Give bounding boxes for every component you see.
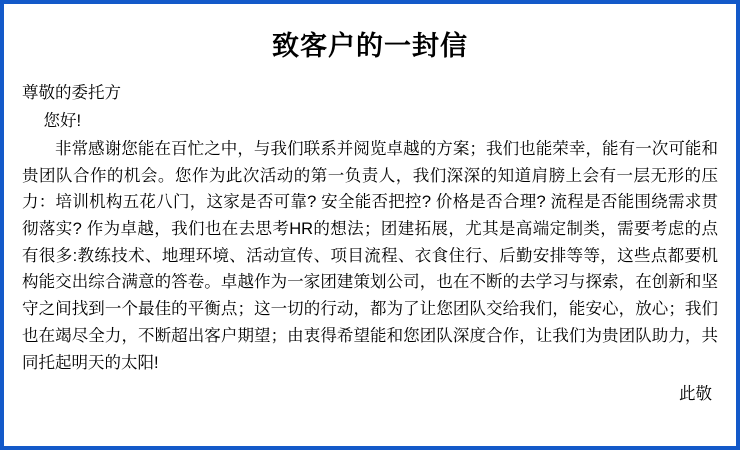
salutation-line: 尊敬的委托方 (22, 84, 121, 103)
letter-body (22, 80, 718, 376)
body-paragraph: 非常感谢您能在百忙之中，与我们联系并阅览卓越的方案；我们也能荣幸，能有一次可能和贵团队合作的机会。您作为此次活动的第一负责人，我们深深的知道肩膀上会有一层无形的压力：培训机构五花八门，这家是否可靠? 安全能否把控? 价格是否合理? 流程是否能围绕需求贯彻落实? 作为卓越，我们也在去思考HR的想法；团建拓展，尤其是高端定制类，需要考虑的点有很多:教练技术、地理环境、活动宣传、项目流程、衣食住行、后勤安排等等，这些点都要机构能交出综合满意的答卷。卓越作为一家团建策划公司，也在不断的去学习与探索，在创新和坚守之间找到一个最佳的平衡点；这一切的行动，都为了让您团队交给我们，能安心，放心；我们也在竭尽全力，不断超出客户期望；由衷得希望能和您团队深度合作，让我们为贵团队助力，共同托起明天的太阳! (22, 139, 718, 372)
page-title: 致客户的一封信 (272, 31, 468, 61)
closing-line: 此敬 (679, 385, 712, 404)
greeting-line: 您好! (43, 112, 82, 131)
